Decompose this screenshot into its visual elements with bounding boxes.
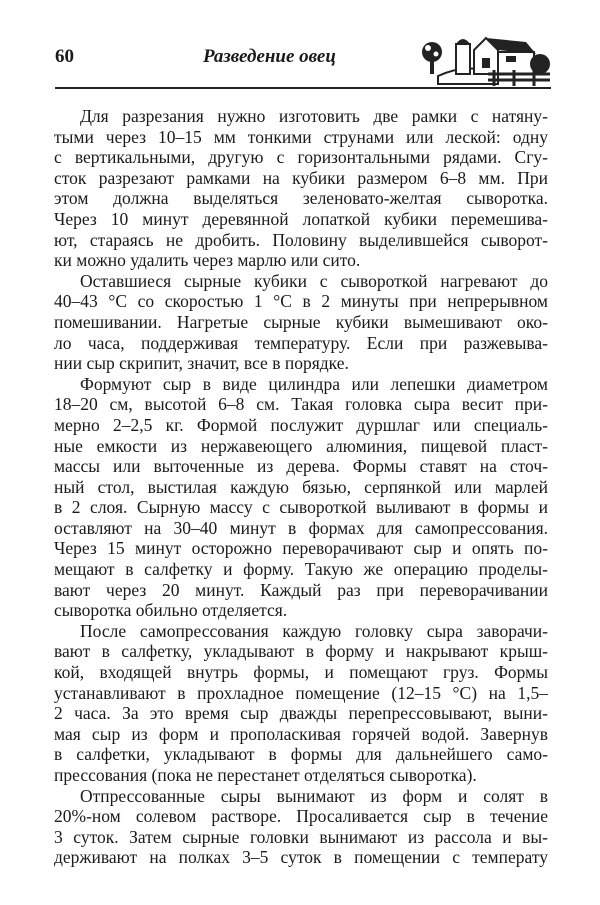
text-line: 18–20 см, высотой 6–8 см. Такая головка сыра весит при- [54, 394, 548, 415]
text-line: Через 10 минут деревянной лопаткой кубики перемешива- [54, 208, 548, 229]
text-line: 20%-ном солевом растворе. Просаливается сыр в течение [54, 806, 548, 827]
text-line: сток разрезают рамками на кубики размером 6–8 мм. При [54, 167, 548, 188]
page-number: 60 [55, 46, 74, 67]
text-line: с вертикальными, другую с горизонтальными рядами. Сгу- [54, 147, 548, 168]
text-line: ный стол, выстилая каждую бязью, серпянкой или марлей [54, 476, 548, 497]
text-line: 40–43 °С со скоростью 1 °С в 2 минуты при непрерывном [54, 291, 548, 312]
text-line: После самопрессования каждую головку сыра заворачи- [80, 620, 548, 641]
text-line: нии сыр скрипит, значит, все в порядке. [54, 353, 349, 374]
text-line: держивают на полках 3–5 суток в помещении с температу [54, 847, 548, 868]
text-line: Через 15 минут осторожно переворачивают сыр и опять по- [54, 538, 548, 559]
text-line: прессования (пока не перестанет отделяться сыворотка). [54, 765, 477, 785]
text-line: мещают в салфетку и форму. Такую же операцию проделы- [54, 559, 548, 580]
text-line: массы или выточенные из дерева. Формы ставят на сточ- [54, 456, 548, 477]
paragraph [54, 374, 548, 621]
text-line: в салфетки, укладывают в формы для дальнейшего само- [54, 744, 548, 765]
text-line: Оставшиеся сырные кубики с сывороткой нагревают до [80, 270, 548, 291]
text-line: устанавливают в прохладное помещение (12–15 °С) на 1,5– [54, 682, 548, 703]
paragraph [54, 621, 548, 786]
body-text [54, 106, 548, 868]
header-rule [55, 87, 551, 89]
running-title: Разведение овец [203, 46, 336, 67]
text-line: в 2 слоя. Сырную массу с сывороткой выливают в формы и [54, 497, 548, 518]
text-line: мая сыр из форм и прополаскивая горячей водой. Завернув [54, 723, 548, 744]
text-line: 2 часа. За это время сыр дважды перепрессовывают, выни- [54, 703, 548, 724]
paragraph [54, 786, 548, 868]
text-line: кой, входящей внутрь формы, и помещают груз. Формы [54, 662, 548, 683]
text-line: мерно 2–2,5 кг. Формой послужит дуршлаг или специаль- [54, 414, 548, 435]
text-line: Отпрессованные сыры вынимают из форм и солят в [80, 785, 548, 806]
text-line: вают в салфетку, укладывают в форму и накрывают крыш- [54, 641, 548, 662]
text-line: ло часа, поддерживая температуру. Если при разжевыва- [54, 332, 548, 353]
text-line: этом должна выделяться зеленовато-желтая сыворотка. [54, 188, 548, 209]
text-line: оставляют на 30–40 минут в формах для самопрессования. [54, 517, 548, 538]
text-line: вают через 20 минут. Каждый раз при переворачивании [54, 579, 548, 600]
paragraph [54, 271, 548, 374]
text-line: ют, стараясь не дробить. Половину выделившейся сыворот- [54, 229, 548, 250]
text-line: Формуют сыр в виде цилиндра или лепешки диаметром [80, 373, 548, 394]
farm-illustration-icon [418, 34, 552, 90]
paragraph [54, 106, 548, 271]
text-line: тыми через 10–15 мм тонкими струнами или леской: одну [54, 126, 548, 147]
text-line: ные емкости из нержавеющего алюминия, пищевой пласт- [54, 435, 548, 456]
text-line: помешивании. Нагретые сырные кубики вымешивают око- [54, 311, 548, 332]
text-line: 3 суток. Затем сырные головки вынимают из рассола и вы- [54, 826, 548, 847]
text-line: Для разрезания нужно изготовить две рамки с натяну- [80, 106, 548, 126]
text-line: сыворотка обильно отделяется. [54, 600, 288, 621]
text-line: ки можно удалить через марлю или сито. [54, 250, 361, 271]
